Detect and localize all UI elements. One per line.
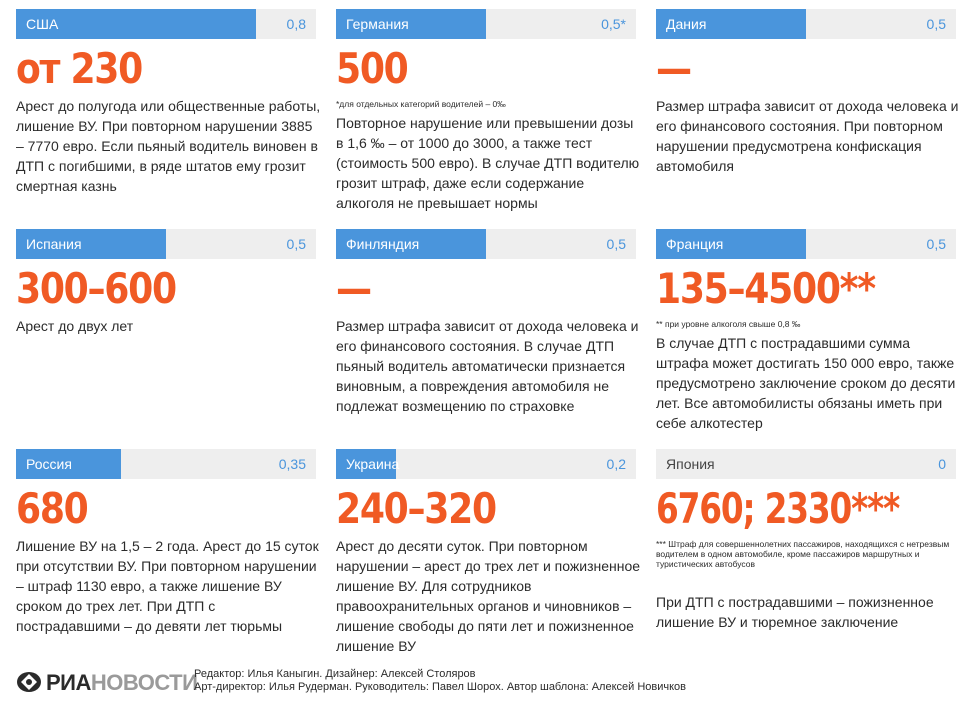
bac-limit-bar — [656, 449, 956, 479]
footnote: *** Штраф для совершеннолетних пассажиров, находящихся с нетрезвым водителем в одном автомобиле, кроме пассажиров маршрутных и туристических автобусов — [656, 539, 950, 569]
penalty-description: Арест до полугода или общественные работы, лишение ВУ. При повторном нарушении 3885 – 7770 евро. Если пьяный водитель виновен в ДТП с погибшими, в ряде штатов ему грозит смертная казнь — [16, 98, 321, 194]
fine-amount: 300–600 — [16, 264, 176, 313]
bac-limit-bar — [16, 449, 316, 479]
ria-logo-icon — [16, 671, 42, 693]
footer — [16, 668, 956, 698]
credits-line-2: Арт-директор: Илья Рудерман. Руководитель: Павел Шорох. Автор шаблона: Алексей Новичков — [194, 681, 687, 693]
credits-line-1: Редактор: Илья Каныгин. Дизайнер: Алексей Столяров — [194, 668, 476, 680]
bac-limit-value: 0,2 — [606, 456, 626, 472]
ria-novosti-logo — [16, 670, 197, 696]
bac-limit-bar — [656, 229, 956, 259]
penalty-description: Размер штрафа зависит от дохода человека и его финансового состояния. В случае ДТП пьяный водитель автоматически признается виновным, а повреждения автомобиля не подлежат возмещению по страховке — [336, 318, 639, 414]
country-name: Япония — [666, 456, 715, 472]
penalty-description: В случае ДТП с пострадавшими сумма штрафа может достигать 150 000 евро, также предусмотрено заключение сроком до десяти лет. Все автомобилисты обязаны иметь при себе алкотестер — [656, 335, 956, 431]
bac-limit-bar — [336, 9, 636, 39]
bac-limit-value: 0 — [938, 456, 946, 472]
country-card-ukraine — [336, 449, 641, 654]
footnote: ** при уровне алкоголя свыше 0,8 ‰ — [656, 319, 801, 329]
bac-limit-value: 0,8 — [286, 16, 306, 32]
country-name: Дания — [666, 16, 707, 32]
country-name: Финляндия — [346, 236, 420, 252]
bac-limit-bar — [16, 9, 316, 39]
fine-amount: 240–320 — [336, 484, 496, 533]
penalty-description: Размер штрафа зависит от дохода человека и его финансового состояния. При повторном нарушении предусмотрена конфискация автомобиля — [656, 98, 959, 174]
fine-amount: 6760; 2330*** — [656, 484, 900, 533]
country-name: Франция — [666, 236, 724, 252]
fine-amount: — — [656, 44, 691, 93]
credits — [194, 668, 686, 694]
country-card-france — [656, 229, 956, 429]
penalty-description: Арест до десяти суток. При повторном нарушении – арест до трех лет и пожизненное лишение ВУ. Для сотрудников правоохранительных органов и чиновников – лишение свободы до пяти лет и пожизненное лишение ВУ — [336, 538, 641, 654]
bac-limit-value: 0,5 — [286, 236, 306, 252]
country-card-russia — [16, 449, 319, 649]
bac-limit-value: 0,5 — [926, 16, 946, 32]
fine-amount: 500 — [336, 44, 408, 93]
penalty-description: Лишение ВУ на 1,5 – 2 года. Арест до 15 суток при отсутствии ВУ. При повторном нарушении – штраф 1130 евро, а также лишение ВУ сроком до трех лет. При ДТП с пострадавшими – до девяти лет тюрьмы — [16, 538, 319, 634]
bac-limit-value: 0,5 — [606, 236, 626, 252]
fine-amount: 135–4500** — [656, 264, 875, 313]
penalty-description: Арест до двух лет — [16, 318, 134, 334]
country-card-denmark — [656, 9, 959, 209]
bac-limit-bar — [656, 9, 956, 39]
fine-amount: 680 — [16, 484, 88, 533]
country-card-germany — [336, 9, 640, 211]
footnote: *для отдельных категорий водителей – 0‰ — [336, 99, 506, 109]
bac-limit-bar — [16, 229, 316, 259]
bac-limit-value: 0,5* — [601, 16, 626, 32]
fine-amount: от 230 — [16, 44, 142, 93]
country-name: США — [26, 16, 59, 32]
country-card-spain — [16, 229, 316, 429]
bac-limit-value: 0,35 — [278, 456, 306, 472]
logo-text-novosti: НОВОСТИ — [90, 670, 198, 695]
penalty-description: При ДТП с пострадавшими – пожизненное лишение ВУ и тюремное заключение — [656, 594, 934, 630]
bac-limit-bar — [336, 449, 636, 479]
penalty-description: Повторное нарушение или превышении дозы в 1,6 ‰ – от 1000 до 3000, а также тест (стоимость 500 евро). В случае ДТП водителю грозит штраф, даже если содержание алкоголя не превышает нормы — [336, 115, 640, 211]
country-name: Украина — [346, 456, 400, 472]
country-card-finland — [336, 229, 639, 429]
country-name: Россия — [26, 456, 72, 472]
bac-limit-bar — [336, 229, 636, 259]
country-card-usa — [16, 9, 321, 209]
fine-amount: — — [336, 264, 371, 313]
bac-limit-value: 0,5 — [926, 236, 946, 252]
country-name: Испания — [26, 236, 82, 252]
logo-text-ria: РИА — [46, 670, 91, 695]
country-card-japan — [656, 449, 956, 649]
country-name: Германия — [346, 16, 409, 32]
